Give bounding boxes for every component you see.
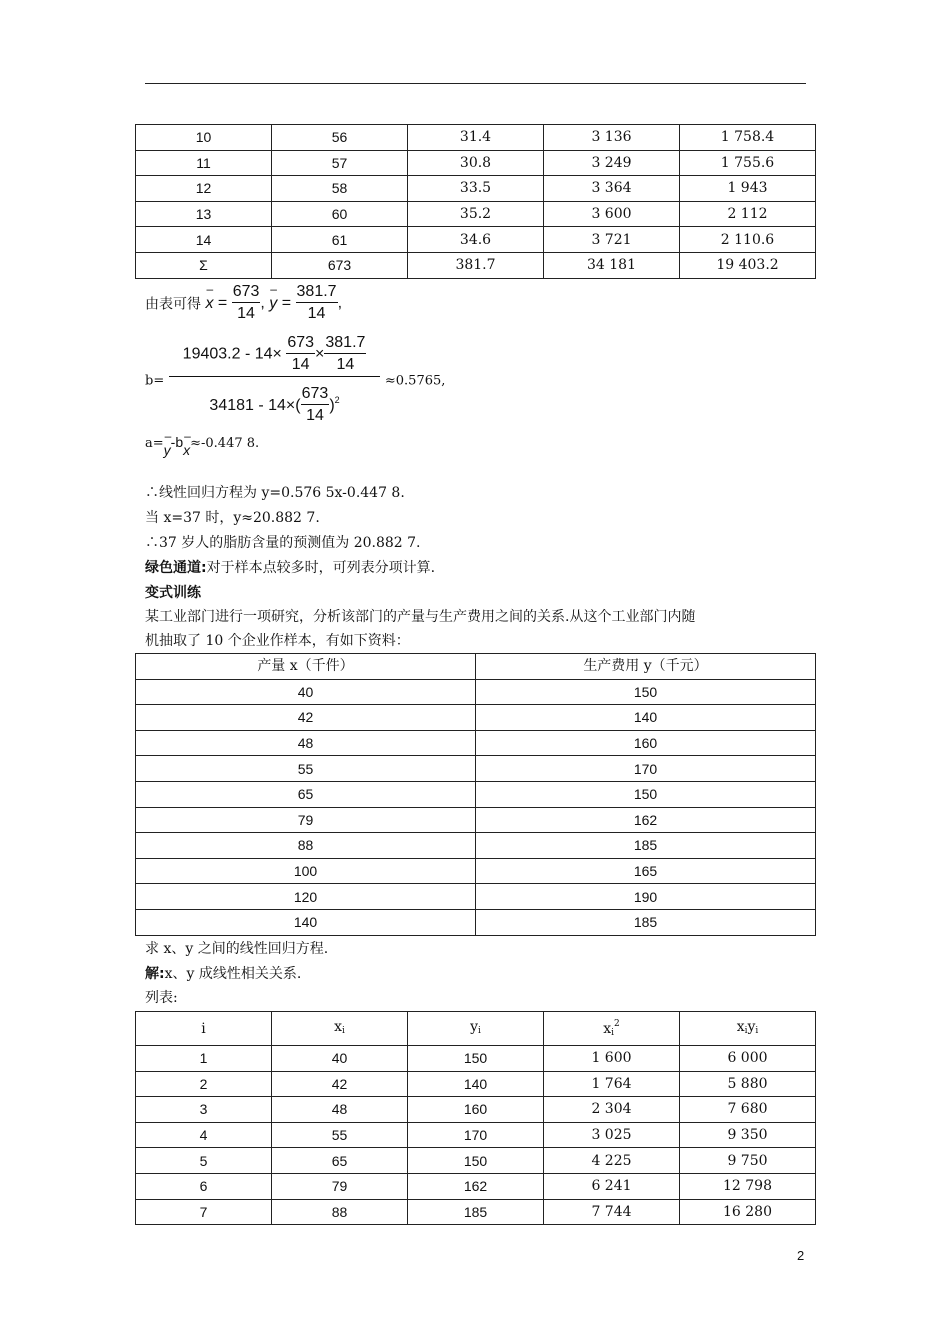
page-number: 2 (797, 1248, 805, 1263)
table-cell: 9 750 (680, 1148, 816, 1174)
table-cell: 7 680 (680, 1097, 816, 1123)
continued-data-table (135, 124, 816, 279)
table-row (136, 1173, 816, 1199)
table-row (136, 252, 816, 278)
table-row (136, 705, 816, 731)
header-yi: $y_i$ (408, 1012, 544, 1046)
table-cell: Σ (136, 252, 272, 278)
table-cell: 34.6 (408, 227, 544, 253)
x-bar-fraction: $\frac{673}{14}$ (232, 283, 260, 322)
table-cell: 165 (476, 858, 816, 884)
table-cell: 88 (136, 833, 476, 859)
table-row (136, 1122, 816, 1148)
table-row (136, 679, 816, 705)
table-cell: 7 (136, 1199, 272, 1225)
table-row (136, 125, 816, 151)
table-row (136, 884, 816, 910)
table-cell: 3 364 (544, 176, 680, 202)
table-row (136, 833, 816, 859)
solution-line: 解:x、y 成线性相关关系. (145, 966, 302, 982)
table-cell: 1 (136, 1046, 272, 1072)
table-cell: 79 (272, 1173, 408, 1199)
table-cell: 61 (272, 227, 408, 253)
table-cell: 6 241 (544, 1173, 680, 1199)
table-cell: 170 (476, 756, 816, 782)
table-row (136, 730, 816, 756)
b-formula: b= 19403.2 - 14× $\frac{673}{14}$ × $\frac{381.7}{14}$ 34181 - 14×( $\frac{673}{14}$ )$^2$ ≈0.5765, (145, 333, 445, 429)
table-cell: 160 (408, 1097, 544, 1123)
table-cell: 55 (136, 756, 476, 782)
table-cell: 381.7 (408, 252, 544, 278)
table-cell: 40 (272, 1046, 408, 1072)
table-cell: 34 181 (544, 252, 680, 278)
column-header: 产量 x（千件） (136, 654, 476, 680)
header-xiyi: $x_iy_i$ (680, 1012, 816, 1046)
table-cell: 3 025 (544, 1122, 680, 1148)
table-cell: 35.2 (408, 201, 544, 227)
table-cell: 160 (476, 730, 816, 756)
header-rule (145, 83, 806, 84)
table-cell: 30.8 (408, 150, 544, 176)
table-cell: 4 225 (544, 1148, 680, 1174)
problem-line-2: 机抽取了 10 个企业作样本，有如下资料： (145, 633, 410, 649)
table-cell: 6 000 (680, 1046, 816, 1072)
table-row (136, 201, 816, 227)
x-bar: – x (205, 295, 213, 313)
table-cell: 1 755.6 (680, 150, 816, 176)
table-cell: 673 (272, 252, 408, 278)
table-header-row (136, 654, 816, 680)
table-row (136, 176, 816, 202)
table-cell: 2 112 (680, 201, 816, 227)
table-cell: 31.4 (408, 125, 544, 151)
table-cell: 140 (476, 705, 816, 731)
table-cell: 79 (136, 807, 476, 833)
table-cell: 55 (272, 1122, 408, 1148)
table-cell: 150 (408, 1046, 544, 1072)
table-cell: 42 (272, 1071, 408, 1097)
table-cell: 14 (136, 227, 272, 253)
table-cell: 3 721 (544, 227, 680, 253)
from-table-text: 由表可得 (145, 296, 201, 313)
table-cell: 185 (476, 909, 816, 935)
table-row (136, 1046, 816, 1072)
column-header: 生产费用 y（千元） (476, 654, 816, 680)
list-label: 列表: (145, 990, 178, 1006)
table-cell: 190 (476, 884, 816, 910)
header-i: i (136, 1012, 272, 1046)
table-row (136, 1097, 816, 1123)
table-cell: 9 350 (680, 1122, 816, 1148)
table-cell: 48 (136, 730, 476, 756)
table-header-row (136, 1012, 816, 1046)
question-line: 求 x、y 之间的线性回归方程. (145, 941, 329, 957)
table-cell: 65 (136, 781, 476, 807)
means-line: 由表可得 – x = $\frac{673}{14}$ , – y = $\frac{381.7}{14}$ , (145, 282, 342, 325)
table-cell: 140 (408, 1071, 544, 1097)
table-cell: 16 280 (680, 1199, 816, 1225)
table-cell: 1 764 (544, 1071, 680, 1097)
table-cell: 1 943 (680, 176, 816, 202)
table-cell: 2 110.6 (680, 227, 816, 253)
table-cell: 150 (476, 781, 816, 807)
table-cell: 11 (136, 150, 272, 176)
table-cell: 100 (136, 858, 476, 884)
table-cell: 57 (272, 150, 408, 176)
table-cell: 1 600 (544, 1046, 680, 1072)
table-cell: 185 (476, 833, 816, 859)
table-cell: 150 (408, 1148, 544, 1174)
table-row (136, 150, 816, 176)
variant-title: 变式训练 (145, 585, 201, 601)
b-main-fraction: 19403.2 - 14× $\frac{673}{14}$ × $\frac{381.7}{14}$ 34181 - 14×( $\frac{673}{14}$ )$^2$ (169, 333, 381, 429)
prediction-result: ∴37 岁人的脂肪含量的预测值为 20.882 7. (145, 535, 421, 551)
table-row (136, 781, 816, 807)
a-formula: a=– y-b– x≈-0.447 8. (145, 434, 259, 451)
table-cell: 162 (476, 807, 816, 833)
table-cell: 58 (272, 176, 408, 202)
table-cell: 60 (272, 201, 408, 227)
table-cell: 42 (136, 705, 476, 731)
table-cell: 12 798 (680, 1173, 816, 1199)
table-cell: 10 (136, 125, 272, 151)
table-cell: 3 136 (544, 125, 680, 151)
table-cell: 65 (272, 1148, 408, 1174)
table-row (136, 756, 816, 782)
b-result: ≈0.5765, (384, 373, 446, 389)
table-cell: 48 (272, 1097, 408, 1123)
table-cell: 3 600 (544, 201, 680, 227)
table-cell: 7 744 (544, 1199, 680, 1225)
y-bar: – y (269, 295, 277, 313)
table-cell: 33.5 (408, 176, 544, 202)
green-channel-note: 绿色通道:对于样本点较多时，可列表分项计算. (145, 560, 436, 576)
table-row (136, 858, 816, 884)
regression-equation: ∴线性回归方程为 y=0.576 5x-0.447 8. (145, 485, 405, 501)
table-cell: 2 304 (544, 1097, 680, 1123)
problem-line-1: 某工业部门进行一项研究，分析该部门的产量与生产费用之间的关系.从这个工业部门内随 (145, 609, 696, 625)
table-cell: 3 249 (544, 150, 680, 176)
table-cell: 19 403.2 (680, 252, 816, 278)
table-cell: 120 (136, 884, 476, 910)
table-cell: 1 758.4 (680, 125, 816, 151)
table-cell: 5 (136, 1148, 272, 1174)
y-bar-fraction: $\frac{381.7}{14}$ (296, 283, 337, 322)
table-cell: 185 (408, 1199, 544, 1225)
table-row (136, 1148, 816, 1174)
table-cell: 88 (272, 1199, 408, 1225)
table-cell: 12 (136, 176, 272, 202)
table-cell: 4 (136, 1122, 272, 1148)
table-cell: 40 (136, 679, 476, 705)
table-row (136, 227, 816, 253)
table-cell: 5 880 (680, 1071, 816, 1097)
table-cell: 3 (136, 1097, 272, 1123)
table-cell: 2 (136, 1071, 272, 1097)
table-cell: 56 (272, 125, 408, 151)
production-cost-table (135, 653, 816, 936)
table-cell: 150 (476, 679, 816, 705)
table-cell: 170 (408, 1122, 544, 1148)
table-cell: 6 (136, 1173, 272, 1199)
computation-table (135, 1011, 816, 1225)
table-row (136, 1199, 816, 1225)
prediction-when: 当 x=37 时，y≈20.882 7. (145, 510, 320, 526)
table-cell: 162 (408, 1173, 544, 1199)
header-xi: $x_i$ (272, 1012, 408, 1046)
header-xi2: $x_i^2$ (544, 1012, 680, 1046)
table-row (136, 909, 816, 935)
table-row (136, 1071, 816, 1097)
table-cell: 13 (136, 201, 272, 227)
table-cell: 140 (136, 909, 476, 935)
table-row (136, 807, 816, 833)
